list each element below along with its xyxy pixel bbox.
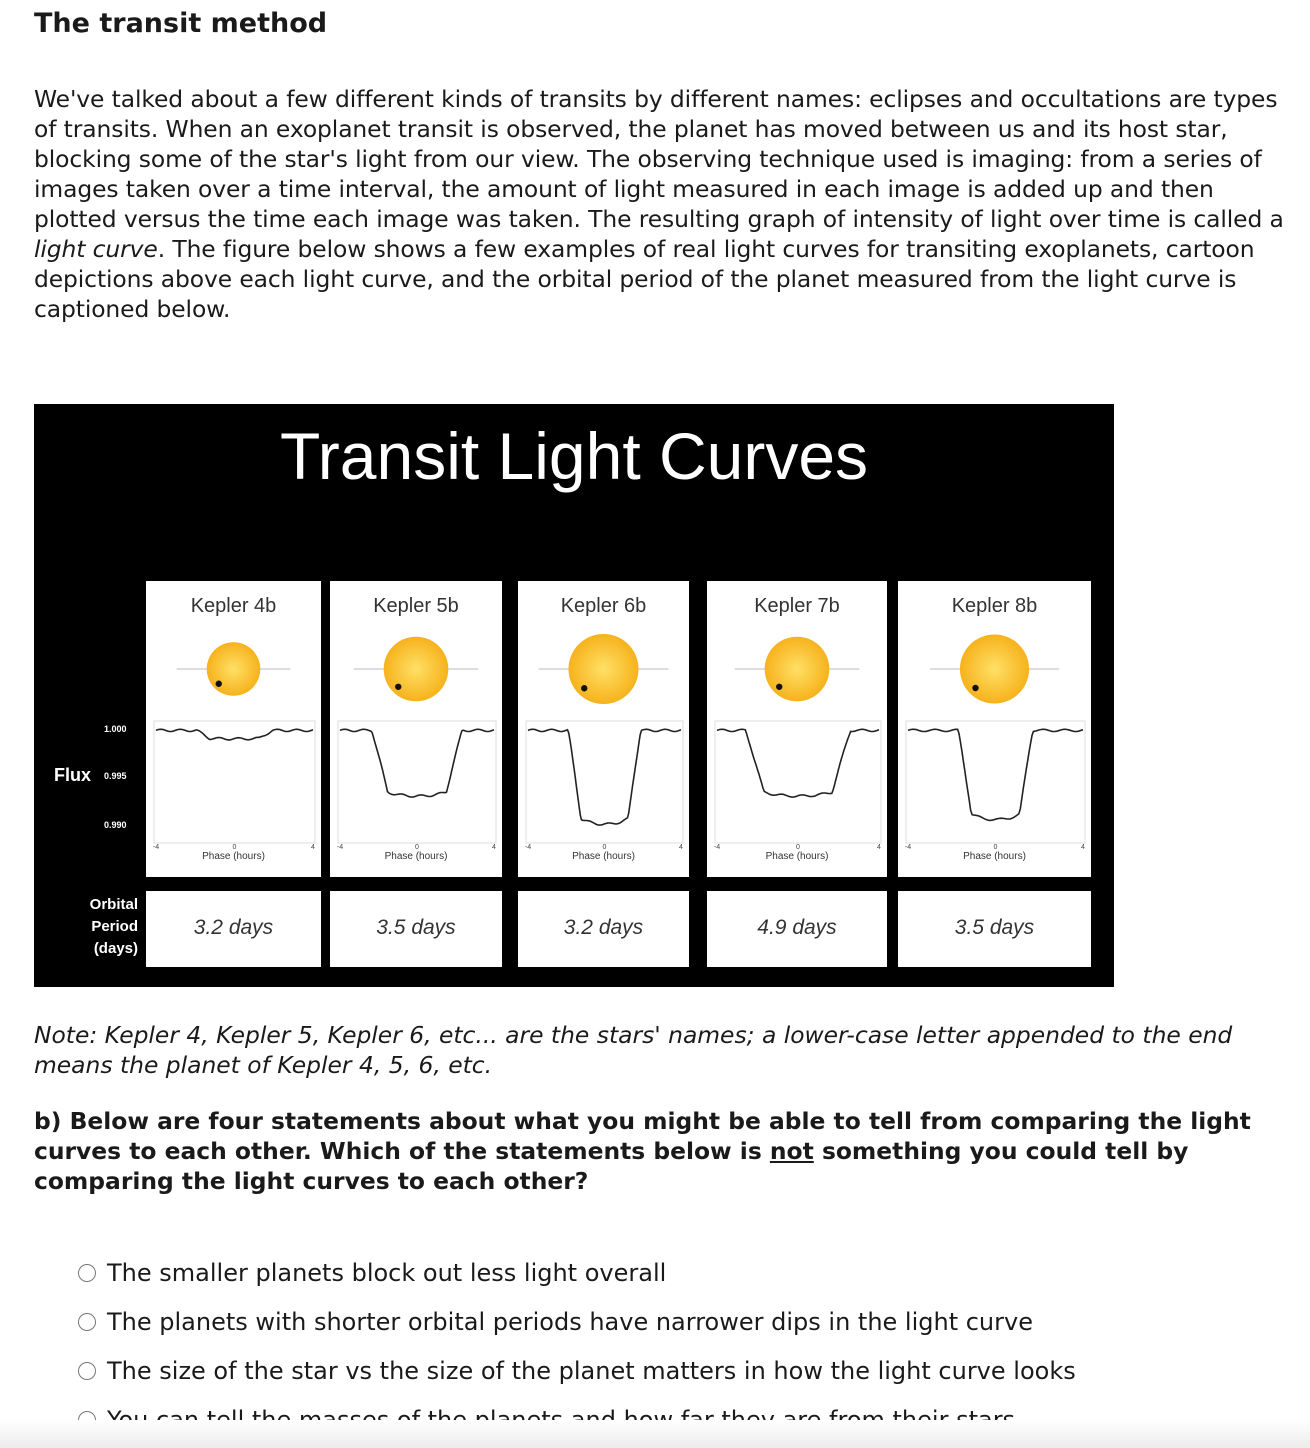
plot-frame xyxy=(338,721,496,843)
orbital-period-value: 3.5 days xyxy=(376,916,456,939)
orbital-period-value: 3.5 days xyxy=(954,916,1035,939)
answer-options xyxy=(78,1248,1076,1444)
phase-tick-label: -4 xyxy=(904,844,912,851)
host-star-icon xyxy=(569,634,639,704)
period-box-kepler-5b xyxy=(330,891,502,967)
option-label[interactable]: The size of the star vs the size of the planet matters in how the light curve looks xyxy=(107,1356,1076,1385)
light-curve-plot xyxy=(518,581,689,877)
plot-frame xyxy=(906,721,1085,843)
host-star-icon xyxy=(207,642,261,696)
question-emphasis: not xyxy=(769,1137,814,1165)
light-curve-plot xyxy=(898,581,1091,877)
bottom-shade xyxy=(0,1420,1310,1448)
radio-button[interactable] xyxy=(78,1313,96,1331)
phase-tick-label: 0 xyxy=(415,844,419,851)
phase-tick-label: -4 xyxy=(524,844,532,851)
figure-title: Transit Light Curves xyxy=(279,419,869,493)
option-2[interactable] xyxy=(78,1297,1076,1346)
light-curve-plot xyxy=(146,581,321,877)
period-box-kepler-7b xyxy=(707,891,887,967)
intro-text-1: We've talked about a few different kinds of transits by different names: eclipses and occultations are types of transits. When an exoplanet transit is observed, the planet has moved between us and its host star, blocking some of the star's light from our view. The observing technique used is imaging: from a series of images taken over a time interval, the amount of light measured in each image is added up and then plotted versus the time each image was taken. The resulting graph of intensity of light over time is called a xyxy=(34,85,1284,233)
panel-title: Kepler 7b xyxy=(754,595,840,617)
panel-kepler-8b xyxy=(898,581,1091,877)
light-curve-plot xyxy=(707,581,887,877)
light-curve-line xyxy=(908,729,1083,820)
radio-button[interactable] xyxy=(78,1362,96,1380)
panel-kepler-7b xyxy=(707,581,887,877)
light-curve-line xyxy=(156,729,313,740)
light-curve-term: light curve xyxy=(34,235,158,263)
flux-tick-0995: 0.995 xyxy=(104,771,127,781)
host-star-icon xyxy=(384,637,449,702)
panel-title: Kepler 4b xyxy=(190,595,277,617)
question-text-2: something you could tell by comparing the light curves to each other? xyxy=(34,1137,1189,1195)
period-box-kepler-8b xyxy=(898,891,1091,967)
planet-icon xyxy=(581,685,587,691)
phase-tick-label: 4 xyxy=(679,844,683,851)
phase-label: Phase (hours) xyxy=(963,851,1026,862)
option-label[interactable]: The smaller planets block out less light overall xyxy=(107,1258,667,1287)
plot-frame xyxy=(715,721,881,843)
note-text: Note: Kepler 4, Kepler 5, Kepler 6, etc... are the stars' names; a lower-case letter appended to the end means the planet of Kepler 4, 5, 6, etc. xyxy=(34,1021,1233,1079)
radio-button[interactable] xyxy=(78,1264,96,1282)
phase-tick-label: 0 xyxy=(993,844,998,851)
intro-paragraph xyxy=(34,84,1300,324)
period-box-kepler-6b xyxy=(518,891,689,967)
phase-tick-label: -4 xyxy=(336,844,344,851)
panel-title: Kepler 6b xyxy=(560,595,647,617)
flux-tick-0990: 0.990 xyxy=(104,820,127,830)
planet-icon xyxy=(216,681,222,687)
flux-tick-1000: 1.000 xyxy=(104,724,127,734)
intro-text-2: . The figure below shows a few examples of real light curves for transiting exoplanets, cartoon depictions above each light curve, and the orbital period of the planet measured from the light curve is captioned below. xyxy=(34,235,1255,323)
light-curve-plot xyxy=(330,581,502,877)
phase-tick-label: 0 xyxy=(232,844,237,851)
flux-axis-label: Flux xyxy=(54,765,92,785)
light-curve-line xyxy=(340,729,494,797)
question-text-1: b) Below are four statements about what you might be able to tell from comparing the light curves to each other. Which of the statements below is xyxy=(34,1107,1251,1165)
transit-light-curves-figure xyxy=(34,404,1114,987)
orbital-label-line3: (days) xyxy=(93,940,138,957)
phase-tick-label: 4 xyxy=(492,844,496,851)
page-title: The transit method xyxy=(34,8,328,39)
panel-title: Kepler 8b xyxy=(951,595,1038,617)
phase-tick-label: 4 xyxy=(311,844,315,851)
option-label[interactable]: The planets with shorter orbital periods have narrower dips in the light curve xyxy=(107,1307,1033,1336)
orbital-period-label xyxy=(72,894,138,960)
planet-icon xyxy=(776,684,782,690)
phase-label: Phase (hours) xyxy=(384,851,448,862)
planet-icon xyxy=(395,684,401,690)
orbital-period-value: 3.2 days xyxy=(193,916,274,939)
light-curve-line xyxy=(528,729,681,825)
phase-tick-label: -4 xyxy=(713,844,721,851)
phase-tick-label: 0 xyxy=(796,844,800,851)
phase-label: Phase (hours) xyxy=(202,851,265,862)
phase-label: Phase (hours) xyxy=(765,851,829,862)
option-3[interactable] xyxy=(78,1346,1076,1395)
orbital-label-line1: Orbital xyxy=(89,896,138,913)
panel-title: Kepler 5b xyxy=(373,595,459,617)
phase-tick-label: 4 xyxy=(1081,844,1085,851)
phase-label: Phase (hours) xyxy=(572,851,635,862)
question-b xyxy=(34,1106,1300,1196)
orbital-period-value: 3.2 days xyxy=(563,916,644,939)
orbital-period-value: 4.9 days xyxy=(757,916,837,939)
option-1[interactable] xyxy=(78,1248,1076,1297)
period-box-kepler-4b xyxy=(146,891,321,967)
orbital-label-line2: Period xyxy=(91,918,138,935)
host-star-icon xyxy=(960,634,1029,703)
light-curve-line xyxy=(717,729,879,797)
panel-kepler-5b xyxy=(330,581,502,877)
host-star-icon xyxy=(765,637,830,702)
phase-tick-label: 0 xyxy=(602,844,607,851)
panel-kepler-6b xyxy=(518,581,689,877)
planet-icon xyxy=(972,685,978,691)
phase-tick-label: 4 xyxy=(877,844,881,851)
phase-tick-label: -4 xyxy=(152,844,160,851)
panel-kepler-4b xyxy=(146,581,321,877)
